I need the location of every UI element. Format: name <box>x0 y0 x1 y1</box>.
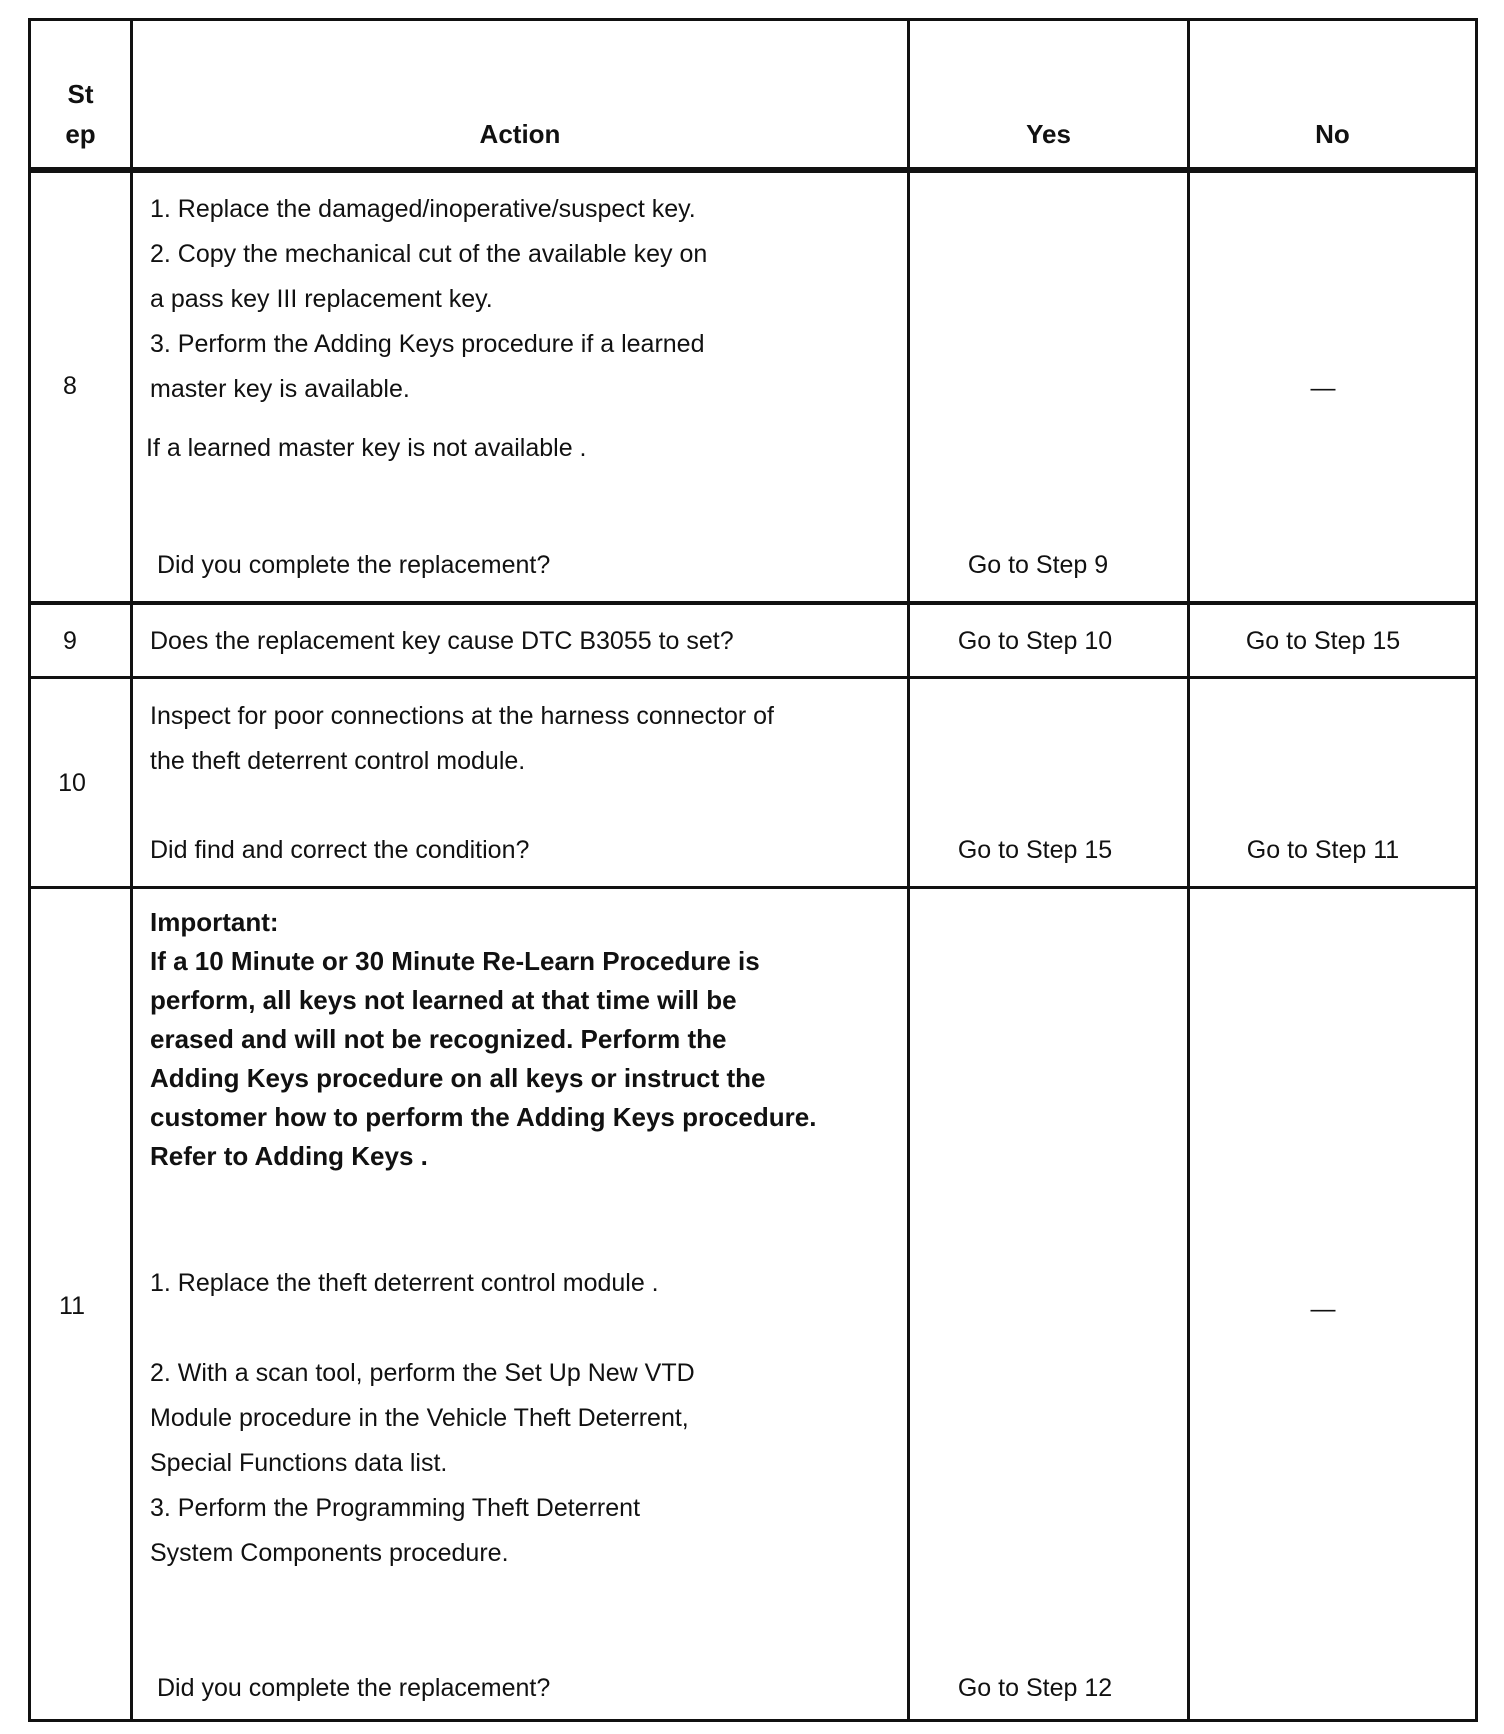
action-text <box>150 694 774 784</box>
action-question: Did find and correct the condition? <box>150 836 530 864</box>
table-border-top <box>28 18 1478 21</box>
important-note <box>150 903 816 1176</box>
row-divider <box>28 676 1478 679</box>
action-line: the theft deterrent control module. <box>150 747 526 775</box>
yes-result: Go to Step 12 <box>957 1674 1113 1702</box>
table-border-right <box>1475 18 1478 1722</box>
action-line: 1. Replace the damaged/inoperative/suspect key. <box>150 195 696 223</box>
action-line: System Components procedure. <box>150 1539 509 1567</box>
action-line: master key is available. <box>150 375 410 403</box>
action-line: 3. Perform the Programming Theft Deterrent <box>150 1494 641 1522</box>
step-number: 8 <box>63 372 77 400</box>
action-line: 3. Perform the Adding Keys procedure if a learned <box>150 330 705 358</box>
yes-result: Go to Step 9 <box>967 551 1109 579</box>
action-question: Does the replacement key cause DTC B3055 to set? <box>150 627 734 655</box>
action-note: If a learned master key is not available . <box>146 434 587 462</box>
header-step <box>31 74 130 154</box>
action-text <box>150 187 707 412</box>
action-line: a pass key III replacement key. <box>150 285 493 313</box>
column-divider <box>130 18 133 1722</box>
header-no: No <box>1315 119 1350 149</box>
no-result: Go to Step 11 <box>1246 836 1400 864</box>
yes-result: Go to Step 15 <box>957 836 1113 864</box>
header-yes: Yes <box>1026 119 1071 149</box>
important-line: If a 10 Minute or 30 Minute Re-Learn Procedure is <box>150 946 760 976</box>
important-line: perform, all keys not learned at that time will be <box>150 985 737 1015</box>
action-line: 1. Replace the theft deterrent control module . <box>150 1269 659 1297</box>
step-number: 9 <box>63 627 77 655</box>
row-divider <box>28 601 1478 605</box>
yes-result: Go to Step 10 <box>957 627 1113 655</box>
action-line: Inspect for poor connections at the harness connector of <box>150 702 774 730</box>
important-line: customer how to perform the Adding Keys procedure. <box>150 1102 817 1132</box>
action-line: 2. Copy the mechanical cut of the available key on <box>150 240 708 268</box>
important-line: erased and will not be recognized. Perform the <box>150 1024 727 1054</box>
action-line: 2. With a scan tool, perform the Set Up New VTD <box>150 1359 695 1387</box>
header-divider <box>28 167 1478 173</box>
step-number: 10 <box>58 769 86 797</box>
action-question: Did you complete the replacement? <box>157 551 551 579</box>
no-result: — <box>1310 1295 1336 1323</box>
step-number: 11 <box>59 1292 85 1320</box>
row-divider <box>28 886 1478 889</box>
header-step-line: St <box>67 79 94 109</box>
action-text <box>150 1351 695 1576</box>
important-line: Adding Keys procedure on all keys or instruct the <box>150 1063 766 1093</box>
important-line: Important: <box>150 907 279 937</box>
action-line: Module procedure in the Vehicle Theft Deterrent, <box>150 1404 689 1432</box>
table-border-bottom <box>28 1719 1478 1722</box>
important-line: Refer to Adding Keys . <box>150 1141 428 1171</box>
header-action: Action <box>479 119 561 149</box>
table-border-left <box>28 18 31 1722</box>
action-line: Special Functions data list. <box>150 1449 448 1477</box>
header-step-line: ep <box>65 119 96 149</box>
no-result: Go to Step 15 <box>1245 627 1401 655</box>
action-question: Did you complete the replacement? <box>157 1674 551 1702</box>
no-result: — <box>1310 374 1336 402</box>
